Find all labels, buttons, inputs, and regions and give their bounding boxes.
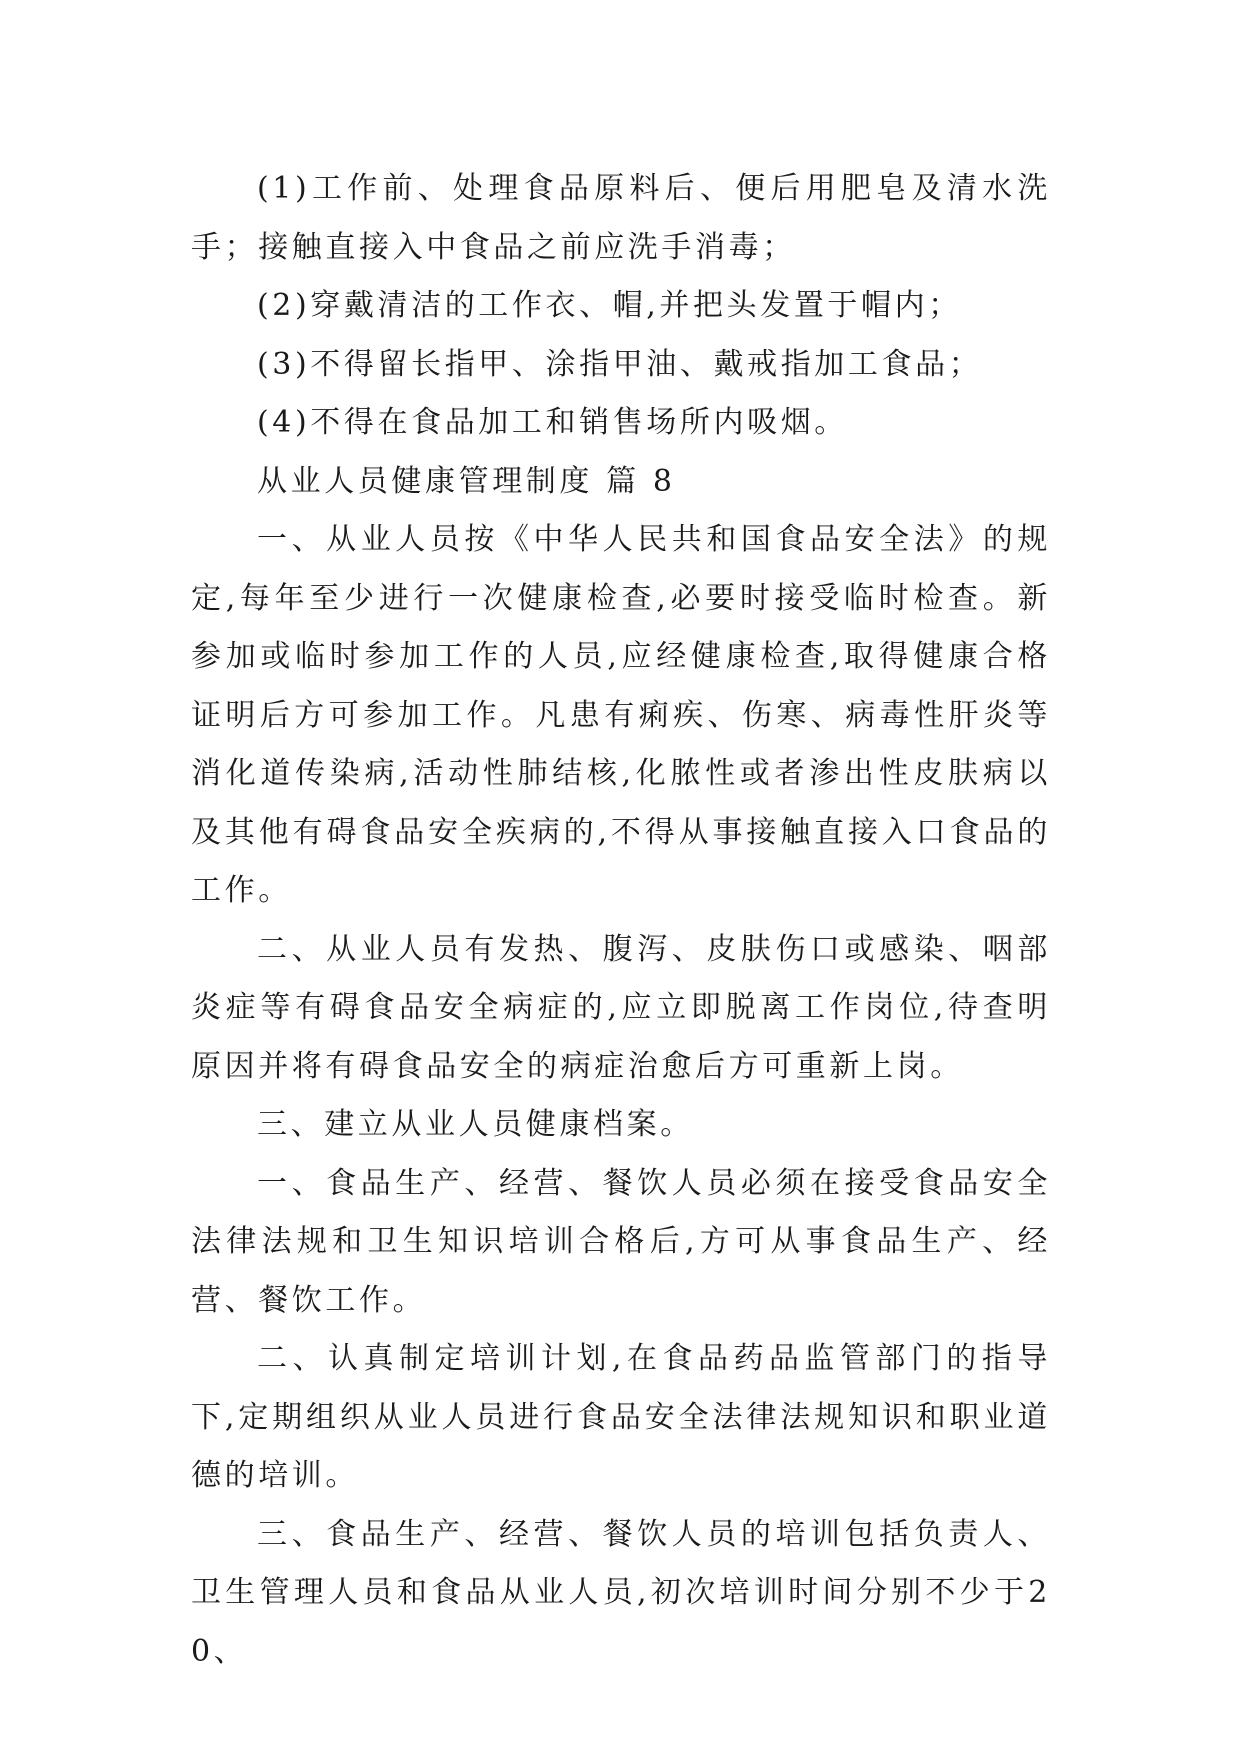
document-body xyxy=(191,160,1051,1681)
paragraph-rule-1: (1)工作前、处理食品原料后、便后用肥皂及清水洗手；接触直接入中食品之前应洗手消毒； xyxy=(191,171,1051,265)
paragraph-health-check: 一、从业人员按《中华人民共和国食品安全法》的规定,每年至少进行一次健康检查,必要时接受临时检查。新参加或临时参加工作的人员,应经健康检查,取得健康合格证明后方可参加工作。凡患有痢疾、伤寒、病毒性肝炎等消化道传染病,活动性肺结核,化脓性或者渗出性皮肤病以及其他有碍食品安全疾病的,不得从事接触直接入口食品的工作。 xyxy=(191,522,1051,908)
paragraph-training-scope: 三、食品生产、经营、餐饮人员的培训包括负责人、卫生管理人员和食品从业人员,初次培训时间分别不少于20、 xyxy=(191,1516,1051,1669)
paragraph-rule-2: (2)穿戴清洁的工作衣、帽,并把头发置于帽内； xyxy=(257,288,962,323)
paragraph-health-records: 三、建立从业人员健康档案。 xyxy=(257,1107,694,1142)
paragraph-illness-leave: 二、从业人员有发热、腹泻、皮肤伤口或感染、咽部炎症等有碍食品安全病症的,应立即脱离工作岗位,待查明原因并将有碍食品安全的病症治愈后方可重新上岗。 xyxy=(191,931,1051,1084)
paragraph-rule-4: (4)不得在食品加工和销售场所内吸烟。 xyxy=(257,405,848,440)
paragraph-rule-3: (3)不得留长指甲、涂指甲油、戴戒指加工食品； xyxy=(257,346,983,382)
paragraph-training-plan: 二、认真制定培训计划,在食品药品监管部门的指导下,定期组织从业人员进行食品安全法律法规知识和职业道德的培训。 xyxy=(191,1341,1051,1493)
paragraph-training-requirement: 一、食品生产、经营、餐饮人员必须在接受食品安全法律法规和卫生知识培训合格后,方可从事食品生产、经营、餐饮工作。 xyxy=(191,1165,1051,1318)
section-heading: 从业人员健康管理制度 篇 8 xyxy=(257,463,676,499)
